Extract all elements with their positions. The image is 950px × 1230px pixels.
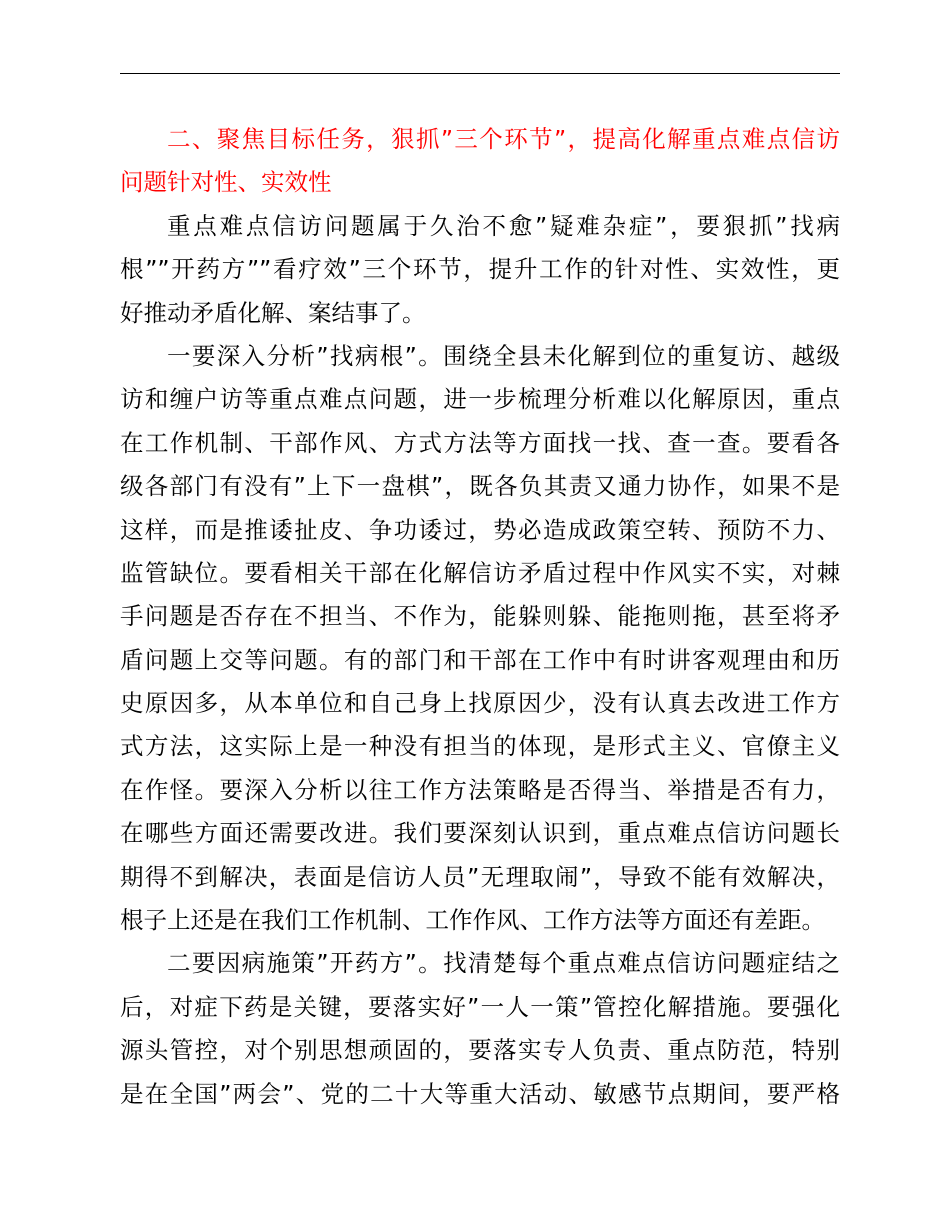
text-line: 期得不到解决，表面是信访人员”无理取闹”，导致不能有效解决，: [120, 862, 840, 891]
heading-line: 二、聚焦目标任务，狠抓”三个环节”，提高化解重点难点信访: [167, 125, 840, 153]
text-line: 在工作机制、干部作风、方式方法等方面找一找、查一查。要看各: [120, 428, 840, 457]
heading-line: 问题针对性、实效性: [120, 168, 332, 197]
text-line: 源头管控，对个别思想顽固的，要落实专人负责、重点防范，特别: [120, 1036, 840, 1065]
paragraph-intro: [120, 205, 840, 335]
text-line: 根子上还是在我们工作机制、工作作风、工作方法等方面还有差距。: [120, 906, 825, 935]
text-line: 这样，而是推诿扯皮、争功诿过，势必造成政策空转、预防不力、: [120, 515, 840, 544]
section-heading: [120, 118, 840, 205]
text-line: 史原因多，从本单位和自己身上找原因少，没有认真去改进工作方: [120, 689, 840, 718]
header-rule: [120, 73, 840, 74]
text-line: 级各部门有没有”上下一盘棋”，既各负其责又通力协作，如果不是: [120, 472, 840, 501]
text-line: 式方法，这实际上是一种没有担当的体现，是形式主义、官僚主义: [120, 732, 840, 761]
text-line: 盾问题上交等问题。有的部门和干部在工作中有时讲客观理由和历: [120, 645, 840, 674]
text-line: 在哪些方面还需要改进。我们要深刻认识到，重点难点信访问题长: [120, 819, 840, 848]
text-line: 手问题是否存在不担当、不作为，能躲则躲、能拖则拖，甚至将矛: [120, 602, 840, 631]
text-line: 监管缺位。要看相关干部在化解信访矛盾过程中作风实不实，对棘: [120, 558, 840, 587]
paragraph-prescribe: [120, 942, 840, 1116]
text-line: 访和缠户访等重点难点问题，进一步梳理分析难以化解原因，重点: [120, 385, 840, 414]
text-line: 是在全国”两会”、党的二十大等重大活动、敏感节点期间，要严格: [120, 1079, 840, 1108]
text-line: 根””开药方””看疗效”三个环节，提升工作的针对性、实效性，更: [120, 255, 840, 284]
text-line: 重点难点信访问题属于久治不愈”疑难杂症”，要狠抓”找病: [167, 211, 840, 240]
text-line: 好推动矛盾化解、案结事了。: [120, 298, 426, 327]
document-body: [120, 118, 840, 1116]
text-line: 一要深入分析”找病根”。围绕全县未化解到位的重复访、越级: [167, 341, 840, 370]
text-line: 二要因病施策”开药方”。找清楚每个重点难点信访问题症结之: [167, 949, 840, 978]
paragraph-find-root-cause: [120, 335, 840, 942]
text-line: 后，对症下药是关键，要落实好”一人一策”管控化解措施。要强化: [120, 992, 840, 1021]
text-line: 在作怪。要深入分析以往工作方法策略是否得当、举措是否有力，: [120, 775, 840, 804]
